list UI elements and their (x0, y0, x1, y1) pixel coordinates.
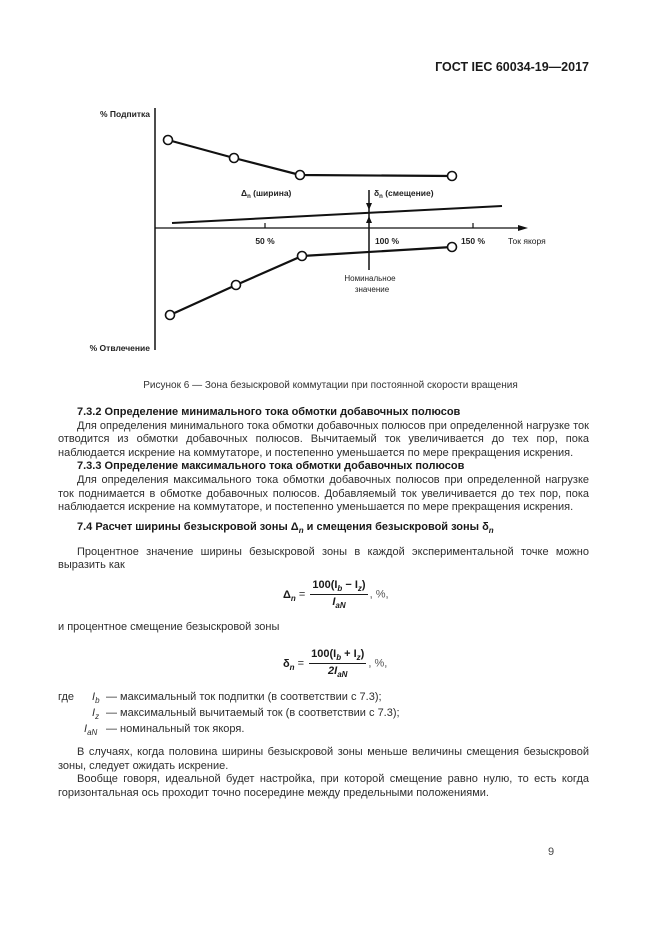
nominal-label-line1: Номинальное (344, 274, 396, 283)
section-7-3-2 (58, 406, 589, 515)
paragraph: Для определения максимального тока обмотки добавочных полюсов при определенной нагрузке ток поднимается в обмотке добавочных полюсов. Добавляемый ток увеличивается до тех пор, пока наблюдается искрение на коммутаторе, и постепенно уменьшается по мере прекращения искрения. (58, 473, 589, 514)
conclusions (58, 746, 589, 800)
section-7-4 (58, 521, 589, 573)
x-tick-100: 100 % (374, 236, 400, 246)
formula-zone-width: $\Delta_n$ = $\frac{100(I_b - I_z)}{I_{aN}}$ , %, (283, 579, 389, 611)
paragraph: В случаях, когда половина ширины безыскровой зоны меньше величины смещения безыскровой зоны, следует ожидать искрение. (58, 746, 589, 772)
nominal-label-line2: значение (354, 285, 390, 294)
x-tick-50: 50 % (255, 236, 275, 246)
paragraph: Вообще говоря, идеальной будет настройка, при которой смещение равно нулю, то есть когда горизонтальная ось проходит точно посередине между предельными положениями. (58, 773, 589, 799)
width-label: $\Delta_n$ (ширина) (241, 188, 292, 200)
figure-commutation-zone (0, 0, 661, 400)
section-heading: 7.3.3 Определение максимального тока обмотки добавочных полюсов (77, 460, 465, 473)
x-axis-label: Ток якоря (508, 236, 546, 246)
document-id-header: ГОСТ IEC 60034-19—2017 (435, 60, 589, 74)
figure-caption: Рисунок 6 — Зона безыскровой коммутации при постоянной скорости вращения (143, 380, 518, 391)
commutation-zone-diagram (0, 0, 661, 400)
section-heading: 7.3.2 Определение минимального тока обмотки добавочных полюсов (77, 406, 461, 418)
formula-zone-offset: $\delta_n$ = $\frac{100(I_b + I_z)}{2I_{aN}}$ , %, (283, 648, 388, 680)
x-tick-150: 150 % (460, 236, 486, 246)
y-axis-top-label: % Подпитка (99, 109, 150, 119)
paragraph: Процентное значение ширины безыскровой зоны в каждой экспериментальной точке можно выразить как (58, 545, 589, 572)
paragraph-offset-intro: и процентное смещение безыскровой зоны (58, 621, 280, 633)
section-heading: 7.4 Расчет ширины безыскровой зоны $\Delta_n$ и смещения безыскровой зоны $\delta_n$ (77, 521, 494, 536)
page-number: 9 (548, 846, 555, 858)
paragraph: Для определения минимального тока обмотки добавочных полюсов при определенной нагрузке ток отводится из обмотки добавочных полюсов. Вычитаемый ток увеличивается до тех пор, пока наблюдается искрение на коммутаторе, и постепенно уменьшается по мере прекращения искрения. (58, 419, 589, 459)
offset-label: $\delta_n$ (смещение) (374, 188, 434, 200)
y-axis-bottom-label: % Отвлечение (89, 343, 150, 353)
